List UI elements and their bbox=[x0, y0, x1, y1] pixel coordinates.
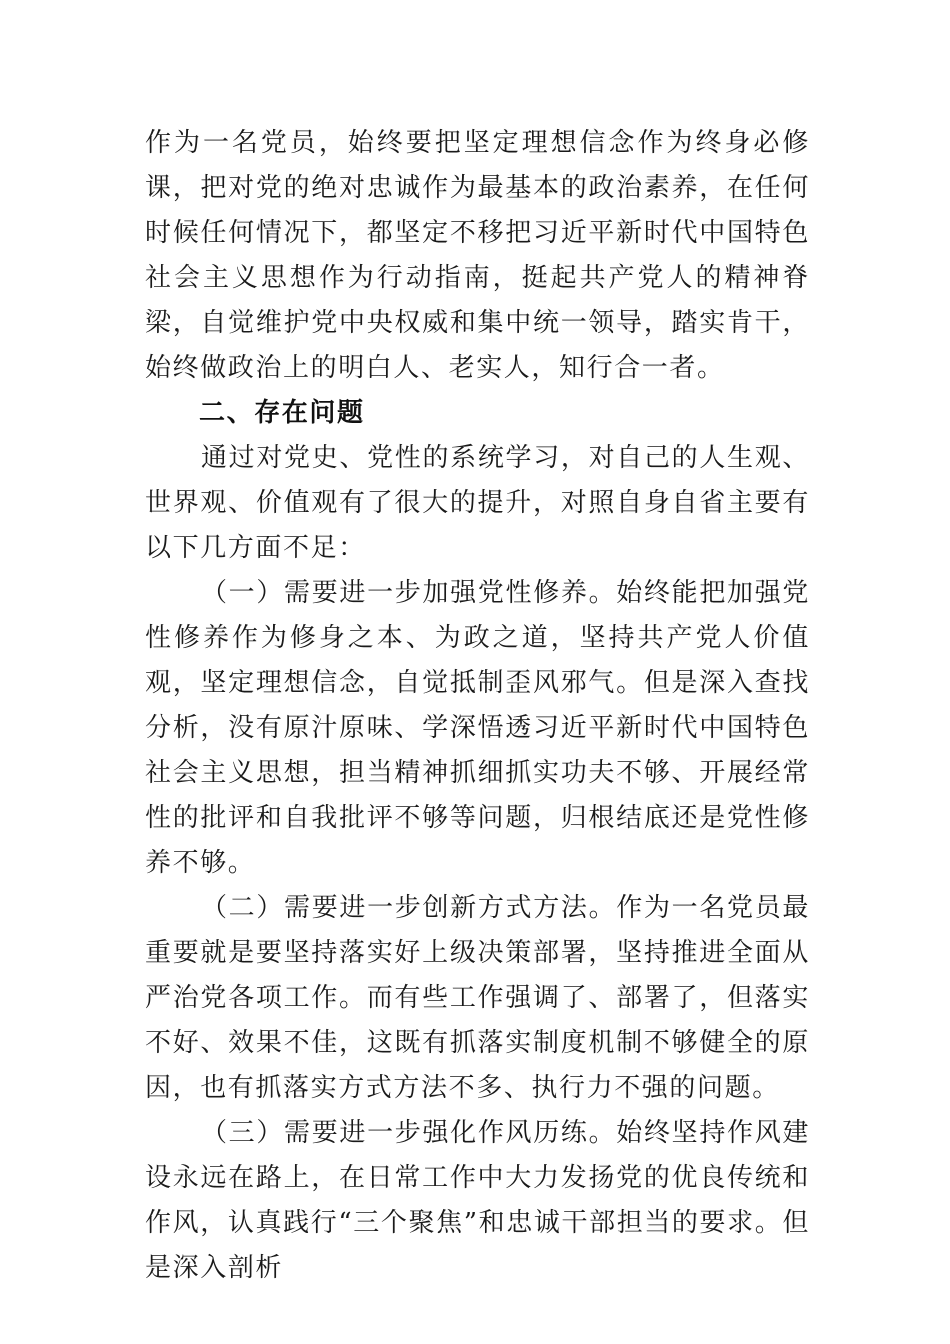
paragraph-problem-2: （二）需要进一步创新方式方法。作为一名党员最重要就是要坚持落实好上级决策部署，坚持推进全面从严治党各项工作。而有些工作强调了、部署了，但落实不好、效果不佳，这既有抓落实制度机制不够健全的原因，也有抓落实方式方法不多、执行力不强的问题。 bbox=[145, 893, 810, 1103]
paragraph-problem-3: （三）需要进一步强化作风历练。始终坚持作风建设永远在路上，在日常工作中大力发扬党的优良传统和作风，认真践行“三个聚焦”和忠诚干部担当的要求。但是深入剖析 bbox=[145, 1118, 810, 1283]
document-body bbox=[145, 121, 810, 1291]
paragraph-party-member-commitment: 作为一名党员，始终要把坚定理想信念作为终身必修课，把对党的绝对忠诚作为最基本的政治素养，在任何时候任何情况下，都坚定不移把习近平新时代中国特色社会主义思想作为行动指南，挺起共产党人的精神脊梁，自觉维护党中央权威和集中统一领导，踏实肯干，始终做政治上的明白人、老实人，知行合一者。 bbox=[145, 128, 810, 383]
section-heading-existing-problems: 二、存在问题 bbox=[199, 398, 365, 428]
paragraph-problems-intro: 通过对党史、党性的系统学习，对自己的人生观、世界观、价值观有了很大的提升，对照自身自省主要有以下几方面不足： bbox=[145, 443, 810, 563]
paragraph-problem-1: （一）需要进一步加强党性修养。始终能把加强党性修养作为修身之本、为政之道，坚持共产党人价值观，坚定理想信念，自觉抵制歪风邪气。但是深入查找分析，没有原汁原味、学深悟透习近平新时代中国特色社会主义思想，担当精神抓细抓实功夫不够、开展经常性的批评和自我批评不够等问题，归根结底还是党性修养不够。 bbox=[145, 578, 810, 878]
